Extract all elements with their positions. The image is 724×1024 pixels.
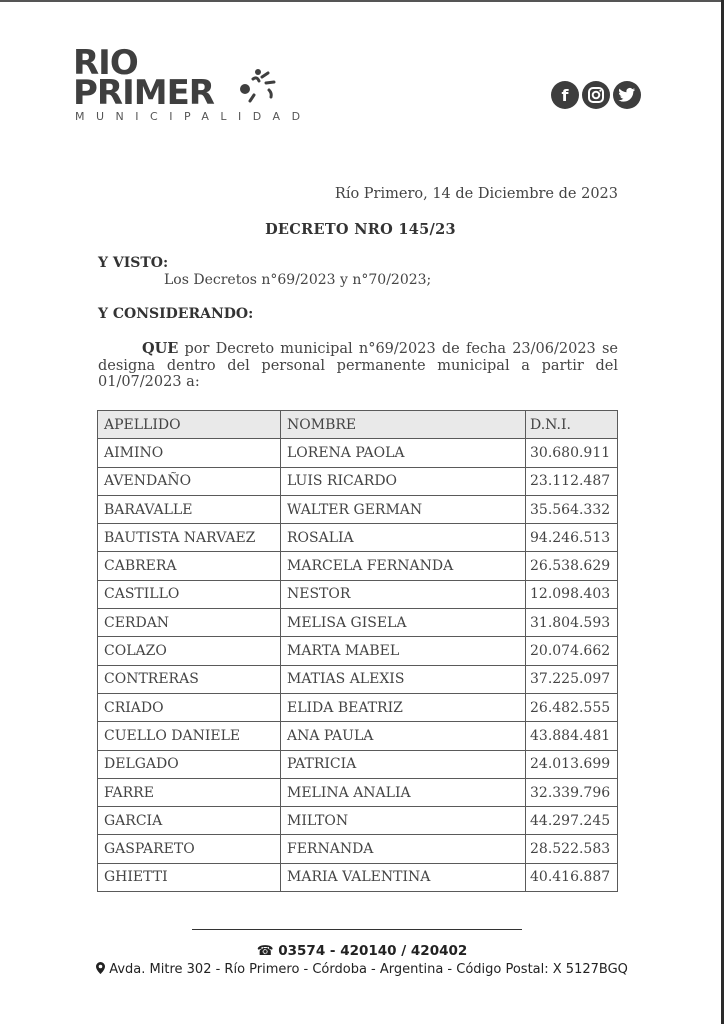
cell-nombre: MATIAS ALEXIS — [281, 665, 526, 693]
table-row — [98, 609, 618, 637]
facebook-icon: f — [551, 81, 579, 109]
cell-apellido: GASPARETO — [98, 835, 281, 863]
logo-line1: RIO — [73, 43, 138, 83]
cell-dni: 94.246.513 — [526, 524, 618, 552]
table-row — [98, 665, 618, 693]
paragraph-lead: QUE — [142, 340, 179, 357]
cell-nombre: MARIA VALENTINA — [281, 863, 526, 891]
considerando-paragraph — [98, 341, 618, 391]
table-row — [98, 863, 618, 891]
cell-apellido: CERDAN — [98, 609, 281, 637]
table-row — [98, 722, 618, 750]
visto-heading: Y VISTO: — [98, 255, 169, 271]
twitter-icon — [613, 81, 641, 109]
address-text: Avda. Mitre 302 - Río Primero - Córdoba - Argentina - Código Postal: X 5127BGQ — [109, 962, 628, 977]
cell-nombre: MELINA ANALIA — [281, 778, 526, 806]
logo-line2: PRIMER — [73, 73, 214, 113]
decree-title-text: DECRETO NRO 145/23 — [265, 221, 456, 238]
cell-dni: 26.538.629 — [526, 552, 618, 580]
cell-nombre: LORENA PAOLA — [281, 439, 526, 467]
social-icons — [551, 81, 641, 111]
decree-title — [0, 221, 724, 238]
logo-figure-icon — [236, 65, 280, 109]
footer-divider — [192, 929, 522, 930]
cell-apellido: GARCIA — [98, 807, 281, 835]
footer-address — [0, 962, 724, 977]
cell-apellido: CUELLO DANIELE — [98, 722, 281, 750]
cell-dni: 30.680.911 — [526, 439, 618, 467]
cell-dni: 20.074.662 — [526, 637, 618, 665]
cell-nombre: NESTOR — [281, 580, 526, 608]
document-date: Río Primero, 14 de Diciembre de 2023 — [334, 186, 618, 202]
table-row — [98, 637, 618, 665]
table-row — [98, 467, 618, 495]
cell-dni: 12.098.403 — [526, 580, 618, 608]
cell-nombre: ROSALIA — [281, 524, 526, 552]
cell-apellido: CRIADO — [98, 693, 281, 721]
considerando-heading: Y CONSIDERANDO: — [98, 306, 254, 322]
map-pin-icon — [96, 962, 105, 974]
cell-apellido: COLAZO — [98, 637, 281, 665]
cell-apellido: BARAVALLE — [98, 495, 281, 523]
cell-nombre: MELISA GISELA — [281, 609, 526, 637]
cell-dni: 26.482.555 — [526, 693, 618, 721]
cell-nombre: LUIS RICARDO — [281, 467, 526, 495]
cell-apellido: CABRERA — [98, 552, 281, 580]
cell-dni: 32.339.796 — [526, 778, 618, 806]
cell-nombre: FERNANDA — [281, 835, 526, 863]
cell-dni: 31.804.593 — [526, 609, 618, 637]
table-row — [98, 552, 618, 580]
table-row — [98, 835, 618, 863]
cell-apellido: CASTILLO — [98, 580, 281, 608]
table-row — [98, 750, 618, 778]
cell-apellido: CONTRERAS — [98, 665, 281, 693]
table-row — [98, 495, 618, 523]
cell-dni: 24.013.699 — [526, 750, 618, 778]
phone-number: 03574 - 420140 / 420402 — [278, 943, 468, 959]
phone-icon: ☎ — [256, 943, 274, 959]
table-row — [98, 693, 618, 721]
footer-phone — [0, 943, 724, 959]
instagram-icon — [582, 81, 610, 109]
cell-dni: 40.416.887 — [526, 863, 618, 891]
header-nombre: NOMBRE — [281, 411, 526, 439]
cell-apellido: FARRE — [98, 778, 281, 806]
table-row — [98, 807, 618, 835]
header-apellido: APELLIDO — [98, 411, 281, 439]
municipality-logo — [73, 43, 312, 137]
table-row — [98, 580, 618, 608]
cell-nombre: MILTON — [281, 807, 526, 835]
table-row — [98, 524, 618, 552]
cell-nombre: MARCELA FERNANDA — [281, 552, 526, 580]
table-row — [98, 778, 618, 806]
cell-nombre: ANA PAULA — [281, 722, 526, 750]
logo-subtitle: MUNICIPALIDAD — [75, 110, 312, 123]
cell-dni: 43.884.481 — [526, 722, 618, 750]
cell-apellido: DELGADO — [98, 750, 281, 778]
cell-apellido: AVENDAÑO — [98, 467, 281, 495]
cell-dni: 37.225.097 — [526, 665, 618, 693]
cell-dni: 44.297.245 — [526, 807, 618, 835]
cell-nombre: ELIDA BEATRIZ — [281, 693, 526, 721]
header-dni: D.N.I. — [526, 411, 618, 439]
table-row — [98, 439, 618, 467]
cell-nombre: MARTA MABEL — [281, 637, 526, 665]
page-top-edge — [0, 0, 724, 2]
cell-nombre: WALTER GERMAN — [281, 495, 526, 523]
cell-apellido: BAUTISTA NARVAEZ — [98, 524, 281, 552]
table-header-row — [98, 411, 618, 439]
cell-nombre: PATRICIA — [281, 750, 526, 778]
paragraph-text: por Decreto municipal n°69/2023 de fecha 23/06/2023 se designa dentro del personal permanente municipal a partir del 01/07/2023 a: — [98, 341, 618, 390]
cell-apellido: AIMINO — [98, 439, 281, 467]
cell-dni: 35.564.332 — [526, 495, 618, 523]
visto-text: Los Decretos n°69/2023 y n°70/2023; — [164, 272, 432, 288]
cell-dni: 23.112.487 — [526, 467, 618, 495]
cell-apellido: GHIETTI — [98, 863, 281, 891]
personnel-table — [97, 410, 618, 892]
cell-dni: 28.522.583 — [526, 835, 618, 863]
